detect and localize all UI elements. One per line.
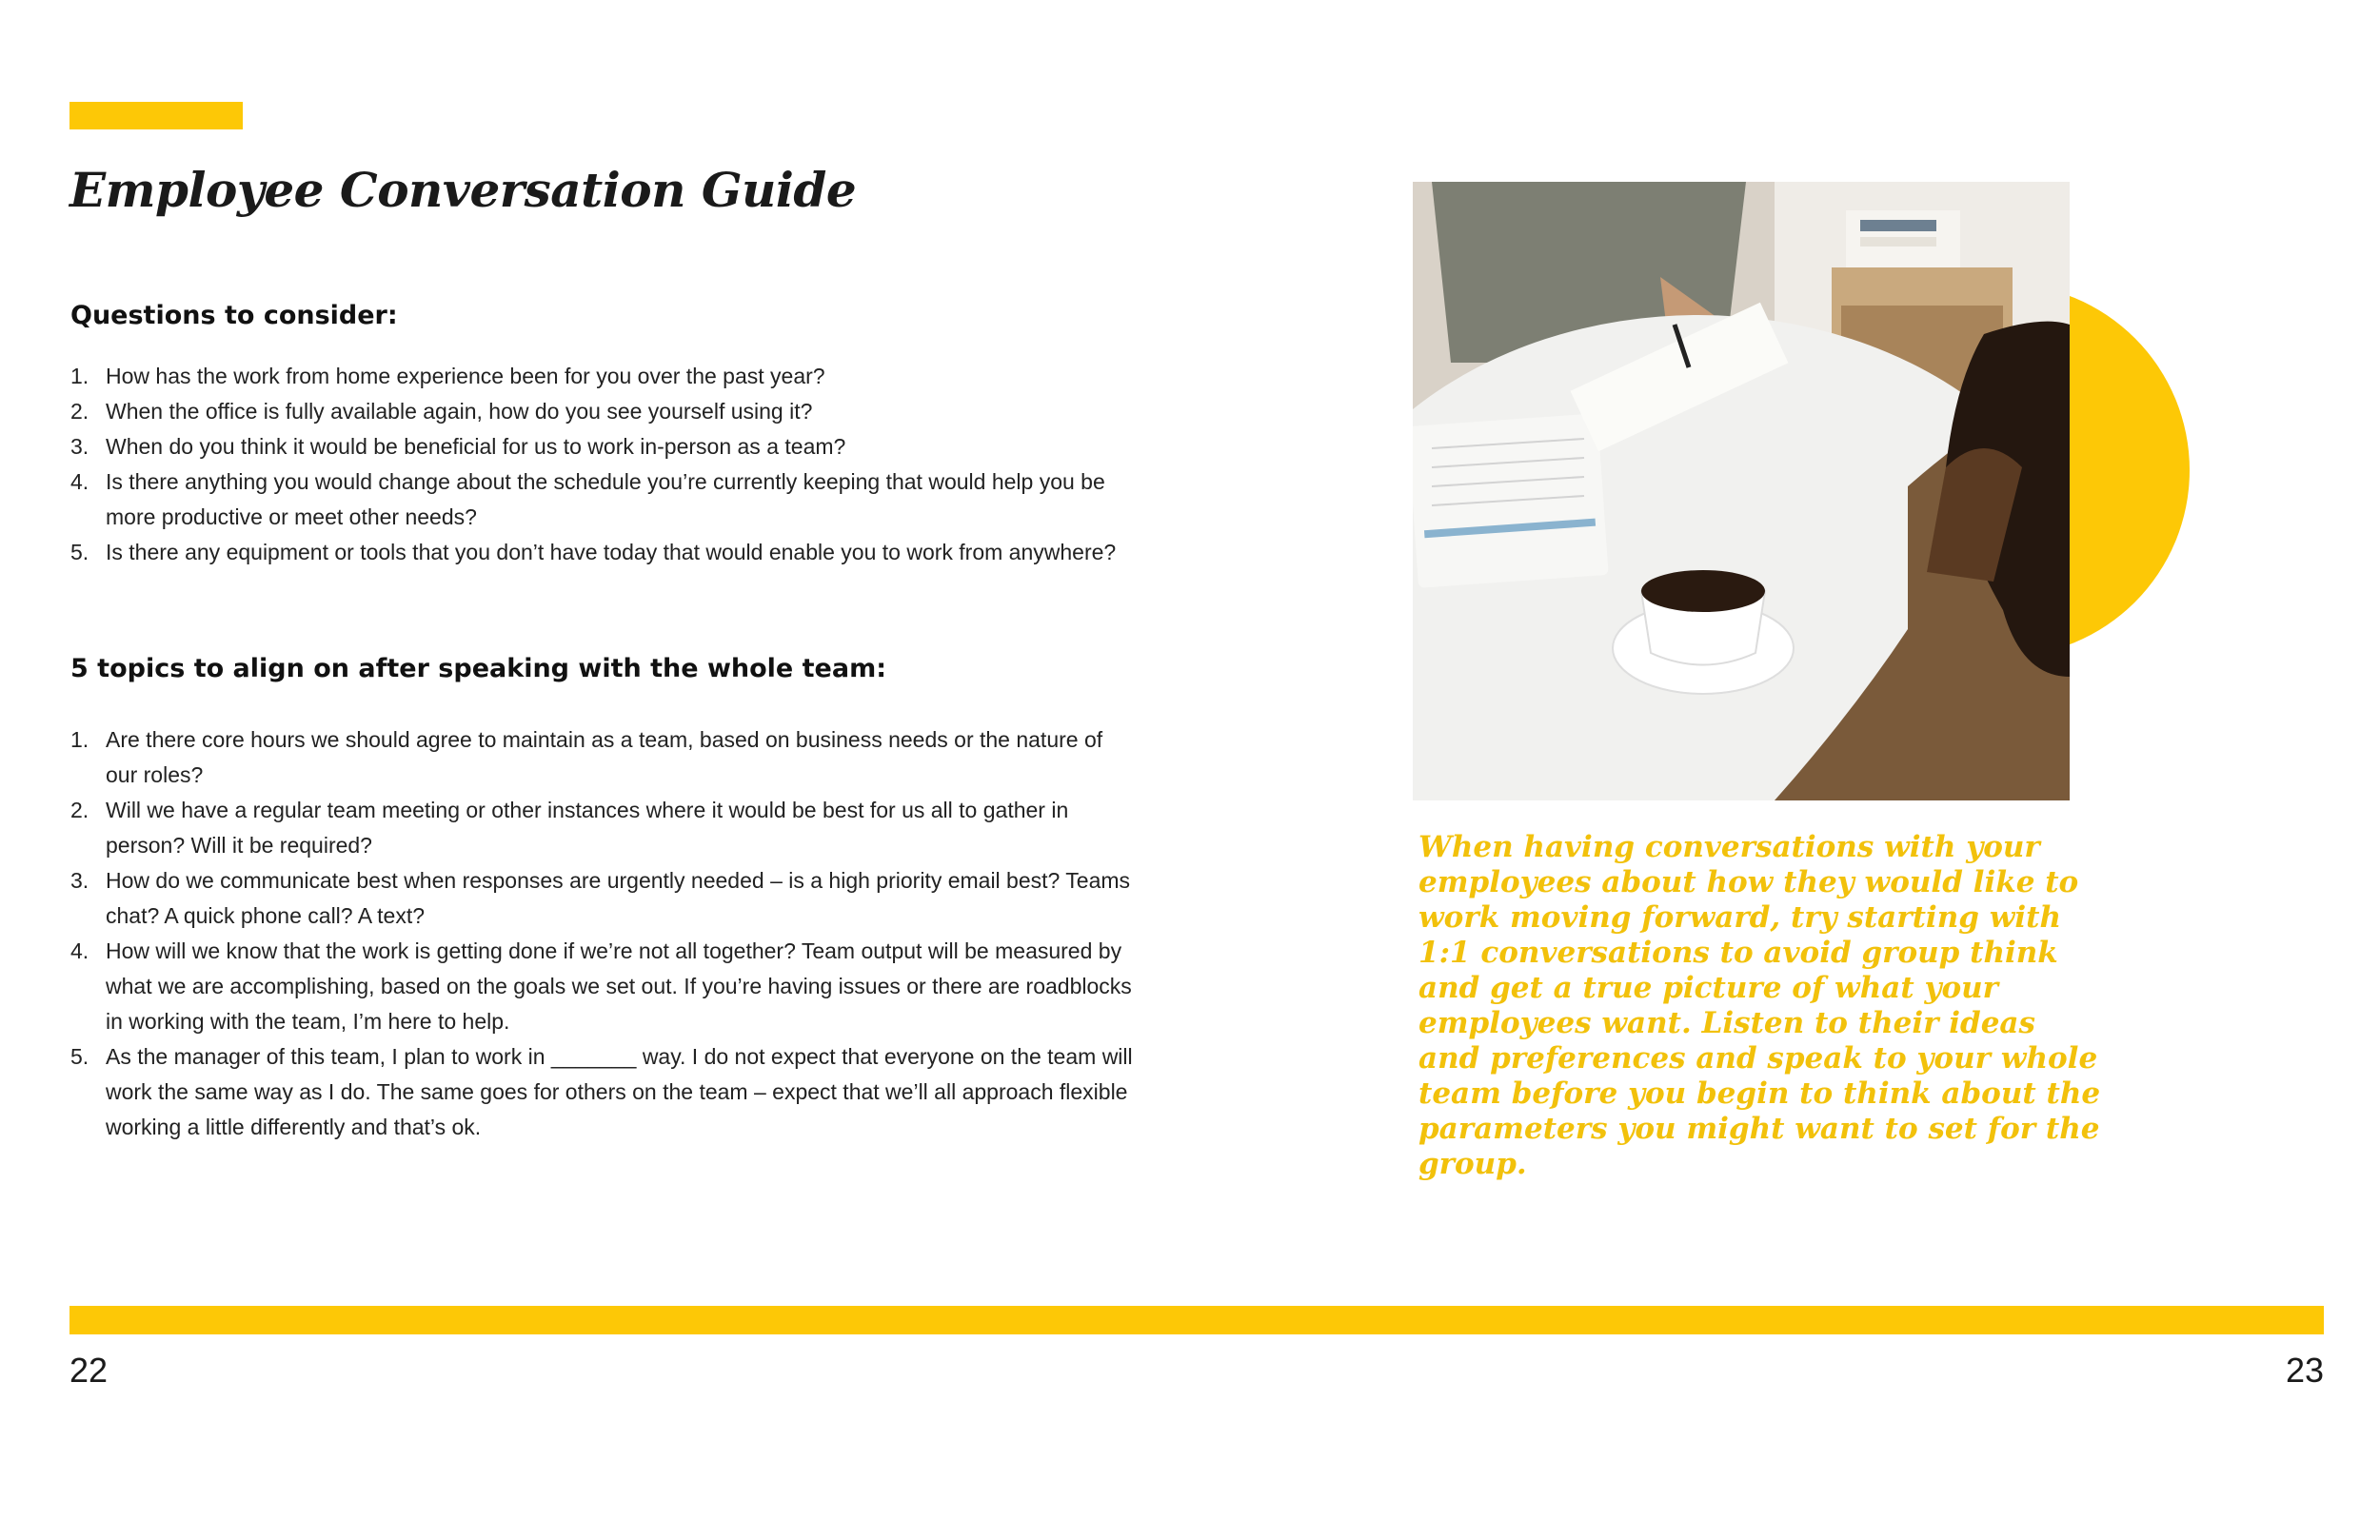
- list-item: 4. How will we know that the work is getting done if we’re not all together? Team output will be measured by what we are accomplishing, based on the goals we set out. If you’re having issues or there are roadblocks in working with the team, I’m here to help.: [70, 938, 1132, 1034]
- list-item: 2. Will we have a regular team meeting or other instances where it would be best for us all to gather in person? Will it be required?: [70, 798, 1069, 858]
- page-number-right: 23: [2285, 1351, 2324, 1390]
- page-number-left: 22: [69, 1351, 109, 1390]
- title-accent-bar: [69, 102, 243, 129]
- meeting-photo-illustration: [1413, 182, 2070, 800]
- topics-heading: 5 topics to align on after speaking with the whole team:: [70, 654, 887, 683]
- pull-quote: When having conversations with your employees about how they would like to work moving forward, try starting with 1:1 conversations to avoid group think and get a true picture of what your employees want. Listen to their ideas and preferences and speak to your whole team before you begin to think about the parameters you might want to set for the group.: [1418, 830, 2101, 1181]
- list-item: 3. How do we communicate best when responses are urgently needed – is a high priority email best? Teams chat? A quick phone call? A text?: [70, 868, 1131, 928]
- list-item: 2. When the office is fully available again, how do you see yourself using it?: [70, 399, 813, 424]
- meeting-photo: [1413, 182, 2070, 800]
- list-item: 4. Is there anything you would change about the schedule you’re currently keeping that would help you be more productive or meet other needs?: [70, 469, 1105, 529]
- list-item: 1. Are there core hours we should agree to maintain as a team, based on business needs or the nature of our roles?: [70, 727, 1103, 787]
- list-item: 5. Is there any equipment or tools that you don’t have today that would enable you to work from anywhere?: [70, 540, 1117, 564]
- footer-bar: [69, 1306, 2324, 1334]
- list-item: 3. When do you think it would be beneficial for us to work in-person as a team?: [70, 434, 846, 459]
- questions-list: [70, 359, 1137, 570]
- list-item: 5. As the manager of this team, I plan to work in _______ way. I do not expect that everyone on the team will work the same way as I do. The same goes for others on the team – expect that we’ll all approach flexible working a little differently and that’s ok.: [70, 1044, 1133, 1139]
- list-item: 1. How has the work from home experience been for you over the past year?: [70, 364, 825, 388]
- questions-heading: Questions to consider:: [70, 301, 398, 330]
- page-title: Employee Conversation Guide: [69, 162, 857, 218]
- topics-list: [70, 722, 1137, 1145]
